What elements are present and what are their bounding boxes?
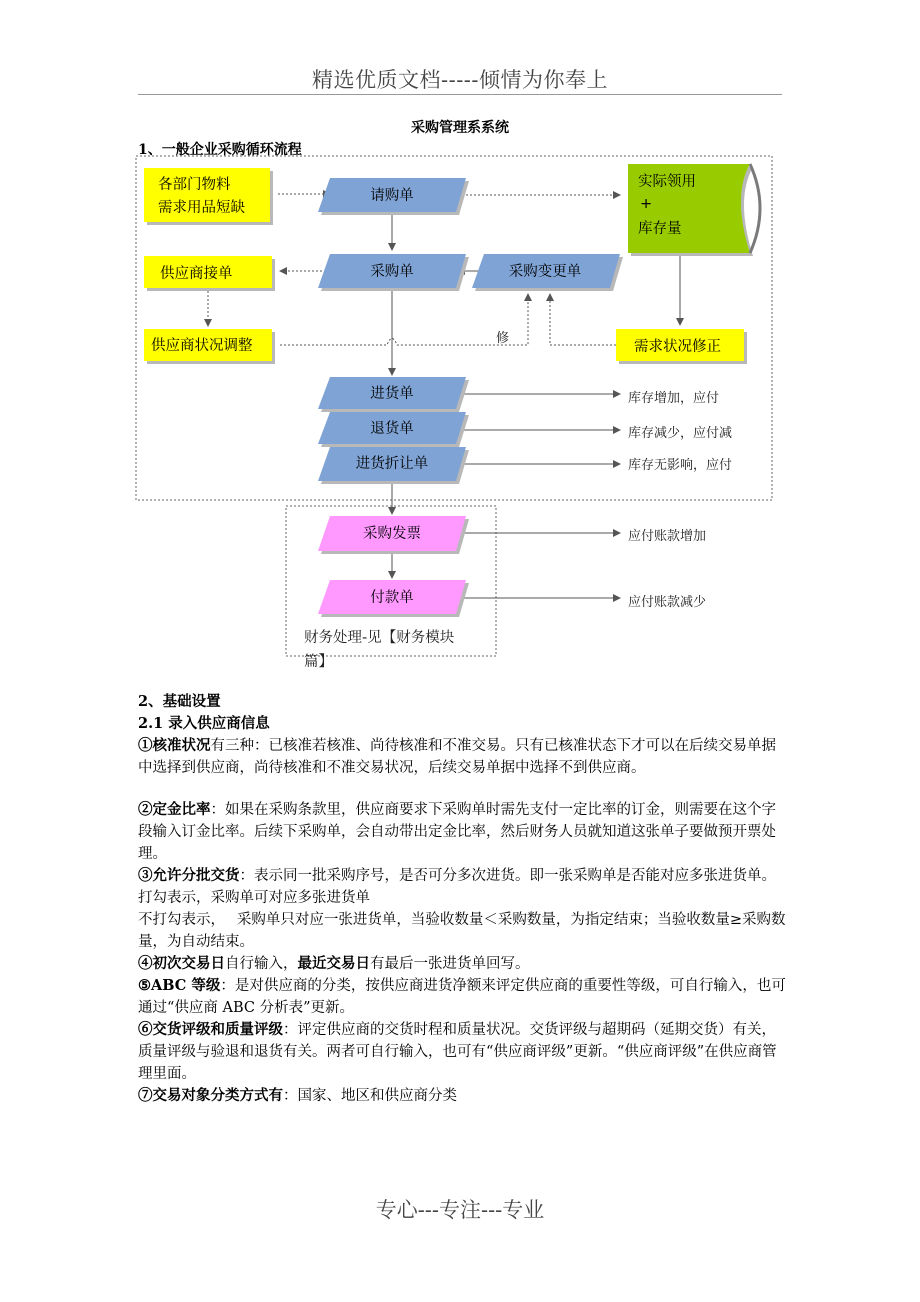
section-2-title: 2、基础设置 <box>138 693 221 710</box>
item-4-label1: ④初次交易日 <box>138 955 225 972</box>
item-deposit-ratio <box>138 799 786 865</box>
purchase-order-label: 采购单 <box>370 264 414 280</box>
item-4-text1: 自行输入， <box>225 956 298 972</box>
paragraph-gap <box>138 779 786 799</box>
actual-usage-line3: 库存量 <box>638 221 682 237</box>
arrow-fix-to-change <box>550 294 616 345</box>
item-3-sub1: 打勾表示，采购单可对应多张进货单 <box>138 890 370 906</box>
item-2-text: ：如果在采购条款里，供应商要求下采购单时需先支付一定比率的订金，则需要在这个字段输入订金比率。后续下采购单，会自动带出定金比率，然后财务人员就知道这张单子要做预开票处理。 <box>138 802 776 862</box>
receipt-label: 进货单 <box>370 386 414 402</box>
item-ratings <box>138 1019 786 1085</box>
section-2-1-title: 2.1 录入供应商信息 <box>138 715 270 732</box>
item-7-text: ：国家、地区和供应商分类 <box>283 1088 457 1104</box>
item-2-label: ②定金比率 <box>138 801 211 818</box>
finance-note-line1: 财务处理-见【财务模块 <box>304 630 455 646</box>
po-change-label: 采购变更单 <box>508 264 582 280</box>
storage-curve <box>750 164 760 253</box>
receipt-outcome: 库存增加，应付 <box>628 391 720 406</box>
discount-outcome: 库存无影响，应付 <box>628 458 733 473</box>
document-title: 采购管理系系统 <box>411 120 509 136</box>
item-6-label: ⑥交货评级和质量评级 <box>138 1021 283 1038</box>
item-3-label: ③允许分批交货 <box>138 867 240 884</box>
item-7-label: ⑦交易对象分类方式有 <box>138 1087 283 1104</box>
return-label: 退货单 <box>370 421 414 437</box>
invoice-outcome: 应付账款增加 <box>628 529 707 544</box>
item-5-text: ：是对供应商的分类，按供应商进货净额来评定供应商的重要性等级，可自行输入，也可通过“供应商 ABC 分析表”更新。 <box>138 978 786 1016</box>
item-5-label: ⑤ABC 等级 <box>138 977 221 994</box>
item-1-label: ①核准状况 <box>138 737 211 754</box>
payment-outcome: 应付账款减少 <box>628 595 707 610</box>
dept-need-line2: 需求用品短缺 <box>158 200 245 216</box>
supplier-accept-label: 供应商接单 <box>160 266 233 282</box>
item-abc-grade <box>138 975 786 1019</box>
discount-label: 进货折让单 <box>355 456 429 472</box>
item-transaction-dates <box>138 953 786 975</box>
item-6-text: ：评定供应商的交货时程和质量状况。交货评级与超期码（延期交货）有关，质量评级与验退和退货有关。两者可自行输入，也可有“供应商评级”更新。“供应商评级”在供应商管理里面。 <box>138 1022 777 1082</box>
supplier-adjust-label: 供应商状况调整 <box>151 338 253 354</box>
return-outcome: 库存减少，应付减 <box>628 426 733 441</box>
modify-mark: 修 <box>496 331 510 346</box>
item-classification <box>138 1085 786 1107</box>
item-3-text: ：表示同一批采购序号，是否可分多次进货。即一张采购单是否能对应多张进货单。 <box>239 868 776 884</box>
arrow-adjust-to-change <box>280 294 528 345</box>
finance-note-line2: 篇】 <box>304 654 333 670</box>
item-1-text: 有三种：已核准若核准、尚待核准和不准交易。只有已核准状态下才可以在后续交易单据中选择到供应商，尚待核准和不准交易状况，后续交易单据中选择不到供应商。 <box>138 738 776 776</box>
page-header: 精选优质文档-----倾情为你奉上 <box>312 68 608 92</box>
actual-usage-line1: 实际领用 <box>638 174 696 190</box>
item-partial-delivery <box>138 865 786 887</box>
page-footer: 专心---专注---专业 <box>375 1198 545 1222</box>
item-4-text2: 有最后一张进货单回写。 <box>370 956 530 972</box>
item-3-sub2: 不打勾表示， 采购单只对应一张进货单，当验收数量＜采购数量，为指定结束；当验收数量≥采购数量，为自动结束。 <box>138 912 786 950</box>
item-approval-status <box>138 735 786 779</box>
requisition-label: 请购单 <box>370 188 414 204</box>
invoice-label: 采购发票 <box>363 526 421 542</box>
section-1-title: 1、一般企业采购循环流程 <box>138 142 302 158</box>
actual-usage-line2: + <box>640 196 653 212</box>
item-4-label2: 最近交易日 <box>297 955 370 972</box>
dept-need-line1: 各部门物料 <box>158 177 231 193</box>
payment-label: 付款单 <box>370 590 414 606</box>
basic-settings-section <box>138 691 786 1107</box>
demand-fix-label: 需求状况修正 <box>634 339 721 355</box>
